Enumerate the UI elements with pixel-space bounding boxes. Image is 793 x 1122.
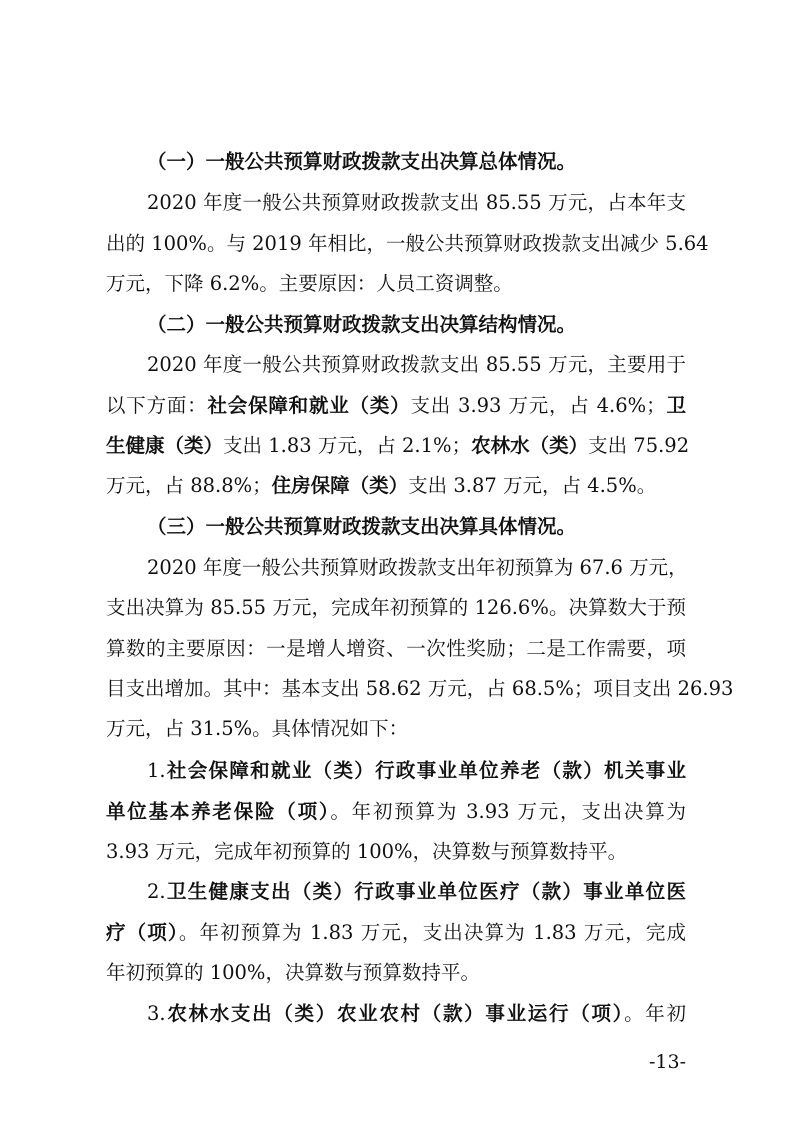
section-3-line-2: 支出决算为 85.55 万元，完成年初预算的 126.6%。决算数大于预 — [106, 596, 686, 619]
section-3-line-3: 算数的主要原因：一是增人增资、一次性奖励；二是工作需要，项 — [106, 637, 686, 660]
page-number: -13- — [648, 1051, 686, 1073]
item-1-line-3: 3.93 万元，完成年初预算的 100%，决算数与预算数持平。 — [106, 840, 628, 863]
item-3-line-1: 3.农林水支出（类）农业农村（款）事业运行（项）。年初 — [147, 1002, 686, 1025]
section-2-line-4: 万元，占 88.8%；住房保障（类）支出 3.87 万元，占 4.5%。 — [106, 474, 657, 497]
section-3-line-4: 目支出增加。其中：基本支出 58.62 万元，占 68.5%；项目支出 26.93 — [106, 677, 734, 700]
section-2-heading: （二）一般公共预算财政拨款支出决算结构情况。 — [147, 313, 577, 336]
section-3-heading: （三）一般公共预算财政拨款支出决算具体情况。 — [147, 515, 577, 538]
section-3-line-1: 2020 年度一般公共预算财政拨款支出年初预算为 67.6 万元， — [147, 556, 688, 579]
item-2-line-3: 年初预算的 100%，决算数与预算数持平。 — [106, 961, 480, 984]
item-2-line-1: 2.卫生健康支出（类）行政事业单位医疗（款）事业单位医 — [147, 880, 686, 903]
section-2-line-3: 生健康（类）支出 1.83 万元，占 2.1%；农林水（类）支出 75.92 — [106, 434, 690, 457]
item-1-line-1: 1.社会保障和就业（类）行政事业单位养老（款）机关事业 — [147, 759, 686, 782]
section-1-heading: （一）一般公共预算财政拨款支出决算总体情况。 — [147, 150, 577, 173]
section-2-line-2: 以下方面：社会保障和就业（类）支出 3.93 万元，占 4.6%；卫 — [106, 394, 686, 417]
section-1-line-1: 2020 年度一般公共预算财政拨款支出 85.55 万元，占本年支 — [147, 191, 686, 214]
section-1-line-2: 出的 100%。与 2019 年相比，一般公共预算财政拨款支出减少 5.64 — [106, 232, 709, 255]
section-1-line-3: 万元，下降 6.2%。主要原因：人员工资调整。 — [106, 272, 513, 295]
section-3-line-5: 万元，占 31.5%。具体情况如下： — [106, 717, 409, 740]
item-2-line-2: 疗（项）。年初预算为 1.83 万元，支出决算为 1.83 万元，完成 — [106, 921, 686, 944]
section-2-line-1: 2020 年度一般公共预算财政拨款支出 85.55 万元，主要用于 — [147, 353, 686, 376]
item-1-line-2: 单位基本养老保险（项）。年初预算为 3.93 万元，支出决算为 — [106, 800, 686, 823]
